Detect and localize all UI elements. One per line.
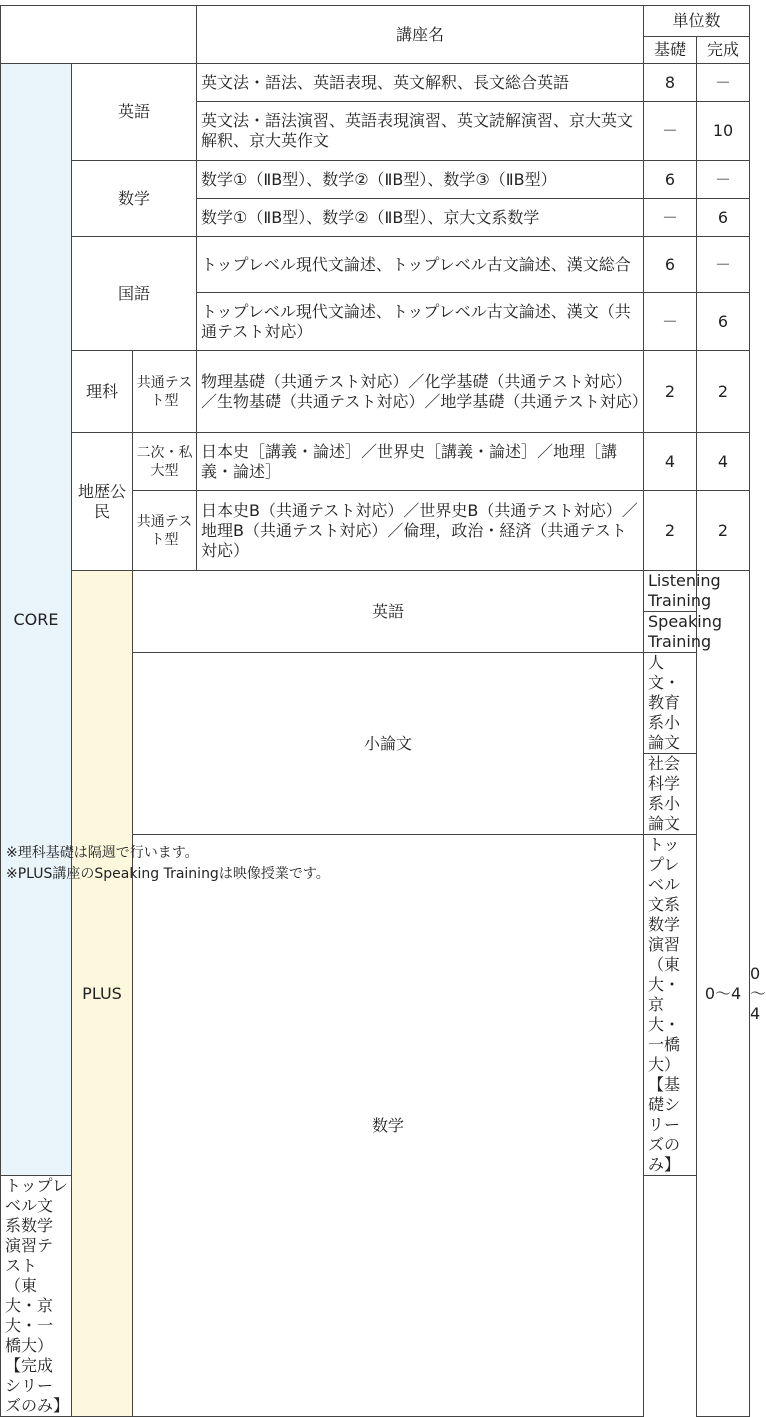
plus-basic-credit: 0～4 [697, 571, 750, 1417]
course-cell: 日本史B（共通テスト対応）／世界史B（共通テスト対応）／地理B（共通テスト対応）／倫理，政治・経済（共通テスト対応） [197, 491, 644, 571]
complete-credit: 2 [697, 351, 750, 433]
course-cell: 英文法・語法、英語表現、英文解釈、長文総合英語 [197, 64, 644, 102]
footnote: ※PLUS講座のSpeaking Trainingは映像授業です。 [6, 866, 330, 882]
course-cell: 英文法・語法演習、英語表現演習、英文読解演習、京大英文解釈、京大英作文 [197, 102, 644, 161]
core-label: CORE [1, 64, 72, 1176]
header-complete: 完成 [697, 37, 750, 64]
complete-credit: － [697, 237, 750, 293]
basic-credit: － [644, 293, 697, 351]
complete-credit: 10 [697, 102, 750, 161]
complete-credit: 6 [697, 199, 750, 237]
course-cell: トップレベル文系数学演習テスト（東大・京大・一橋大）【完成シリーズのみ】 [1, 1176, 72, 1417]
basic-credit: 2 [644, 491, 697, 571]
plus-essay-subject: 小論文 [133, 653, 644, 835]
plus-math-subject: 数学 [133, 835, 644, 1417]
header-course-name: 講座名 [197, 6, 644, 64]
basic-credit: 6 [644, 237, 697, 293]
core-social-type: 共通テスト型 [133, 491, 197, 571]
plus-label: PLUS [72, 571, 133, 1417]
course-table: 講座名 単位数 基礎 完成 CORE 英語 英文法・語法、英語表現、英文解釈、長文総合英語 8 － 英文法・語法演習、英語表現演習、英文読解演習、京大英文解釈、京大英作文 － 10 数学 数学①（ⅡB型）、数学②（ⅡB型）、数学③（ⅡB型） 6 － 数学①（ⅡB型）、数学②（ⅡB型）、京大文系数学 － 6 国語 トップレベル現代文論述、トップレベル古文論述、漢文総合 6 － トップレベル現代文論述、トップレベル古文論述、漢文（共通テスト対応） － 6 理科 共通テスト型 物理基礎（共通テスト対応）／化学基礎（共通テスト対応）／生物基礎（共通テスト対応）／地学基礎（共通テスト対応） 2 2 地歴公民 二次・私大型 日本史［講義・論述］／世界史［講義・論述］／地理［講義・論述］ 4 4 共通テスト型 日本史B（共通テスト対応）／世界史B（共通テスト対応）／地理B（共通テスト対応）／倫理，政治・経済（共通テスト対応） 2 2 PLUS 英語 Listening Training 0～4 0～4 Speaking Training 小論文 人文・教育系小論文 社会科学系小論文 数学 トップレベル文系数学演習（東大・京大・一橋大）【基礎シリーズのみ】 トップレベル文系数学演習テスト（東大・京大・一橋大）【完成シリーズのみ】 [0, 5, 750, 1417]
footnotes [6, 843, 330, 885]
complete-credit: 2 [697, 491, 750, 571]
course-cell: トップレベル現代文論述、トップレベル古文論述、漢文（共通テスト対応） [197, 293, 644, 351]
course-cell: 日本史［講義・論述］／世界史［講義・論述］／地理［講義・論述］ [197, 433, 644, 491]
core-science-type: 共通テスト型 [133, 351, 197, 433]
complete-credit: － [697, 161, 750, 199]
course-cell: 物理基礎（共通テスト対応）／化学基礎（共通テスト対応）／生物基礎（共通テスト対応）／地学基礎（共通テスト対応） [197, 351, 644, 433]
header-blank-cell [1, 6, 197, 64]
core-math-subject: 数学 [72, 161, 197, 237]
core-social-subject: 地歴公民 [72, 433, 133, 571]
course-cell: トップレベル現代文論述、トップレベル古文論述、漢文総合 [197, 237, 644, 293]
course-cell: Listening Training [644, 571, 697, 612]
header-credits: 単位数 [644, 6, 750, 37]
course-cell: 社会科学系小論文 [644, 754, 697, 835]
course-cell: 人文・教育系小論文 [644, 653, 697, 754]
complete-credit: － [697, 64, 750, 102]
core-social-type: 二次・私大型 [133, 433, 197, 491]
core-japanese-subject: 国語 [72, 237, 197, 351]
core-english-subject: 英語 [72, 64, 197, 161]
complete-credit: 4 [697, 433, 750, 491]
course-cell: 数学①（ⅡB型）、数学②（ⅡB型）、京大文系数学 [197, 199, 644, 237]
basic-credit: － [644, 102, 697, 161]
course-cell: トップレベル文系数学演習（東大・京大・一橋大）【基礎シリーズのみ】 [644, 835, 697, 1176]
course-cell: Speaking Training [644, 612, 697, 653]
basic-credit: 6 [644, 161, 697, 199]
core-science-subject: 理科 [72, 351, 133, 433]
footnote: ※理科基礎は隔週で行います。 [6, 845, 199, 861]
basic-credit: 8 [644, 64, 697, 102]
basic-credit: － [644, 199, 697, 237]
plus-english-subject: 英語 [133, 571, 644, 653]
complete-credit: 6 [697, 293, 750, 351]
basic-credit: 4 [644, 433, 697, 491]
basic-credit: 2 [644, 351, 697, 433]
header-basic: 基礎 [644, 37, 697, 64]
course-cell: 数学①（ⅡB型）、数学②（ⅡB型）、数学③（ⅡB型） [197, 161, 644, 199]
